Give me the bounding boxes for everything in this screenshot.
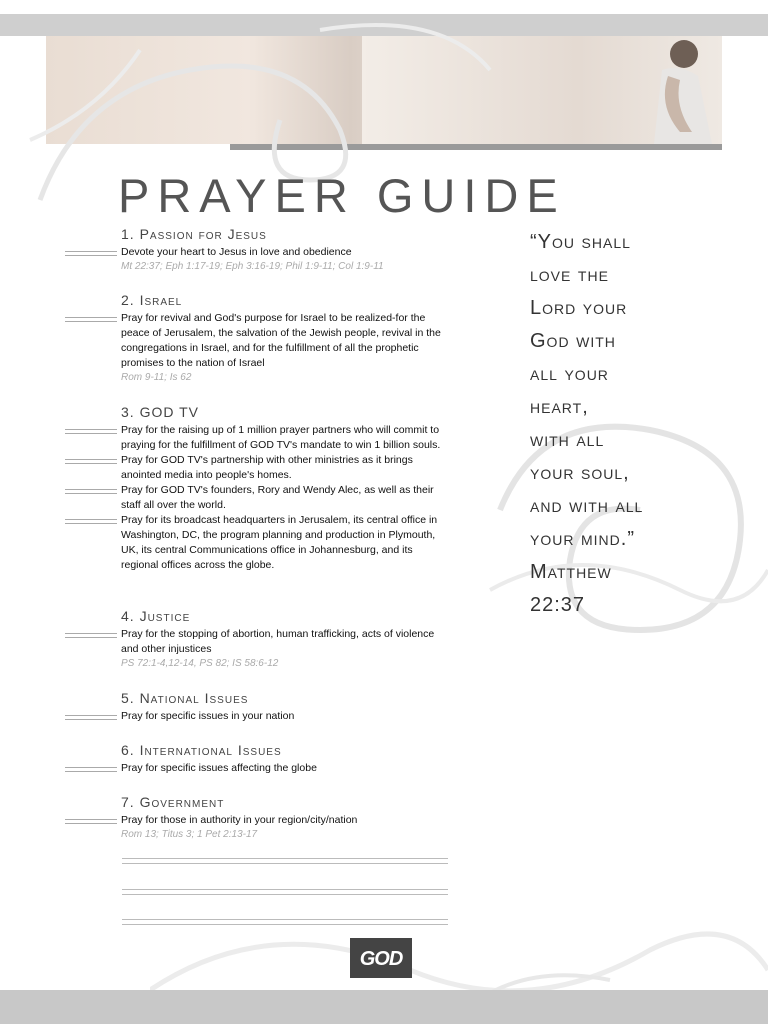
section-god-tv <box>0 404 470 573</box>
scripture-refs: Mt 22:37; Eph 1:17-19; Eph 3:16-19; Phil 1:9-11; Col 1:9-11 <box>121 261 384 272</box>
god-tv-logo <box>350 938 412 978</box>
prayer-item: Pray for revival and God's purpose for Israel to be realized-for the peace of Jerusalem, the salvation of the Jewish people, revival in the congregations in Israel, and for the fulfillment of all the prophetic promises to the nation of Israel <box>121 311 451 371</box>
section-passion-for-jesus <box>0 226 470 274</box>
scripture-quote <box>530 226 750 622</box>
prayer-item: Pray for its broadcast headquarters in Jerusalem, its central office in Washington, DC, the program planning and production in Plymouth, UK, its central Communications office in Johannesburg, and its regional offices across the globe. <box>121 513 451 573</box>
bullet-dash <box>65 519 117 524</box>
section-national-issues <box>0 690 470 724</box>
bullet-dash <box>65 633 117 638</box>
section-government <box>0 794 470 842</box>
bullet-dash <box>65 715 117 720</box>
blank-line <box>122 889 448 895</box>
section-heading: 3. GOD TV <box>121 404 199 420</box>
quote-line: your mind.” <box>530 528 635 550</box>
section-heading: 2. Israel <box>121 292 183 308</box>
bullet-dash <box>65 459 117 464</box>
prayer-item: Pray for those in authority in your region/city/nation <box>121 813 470 828</box>
section-heading: 7. Government <box>121 794 225 810</box>
quote-line: and with all <box>530 495 644 517</box>
prayer-item: Pray for GOD TV's partnership with other ministries as it brings anointed media into people's homes. <box>121 453 451 483</box>
section-justice <box>0 608 470 671</box>
prayer-item: Pray for the raising up of 1 million prayer partners who will commit to praying for the fulfillment of GOD TV's mandate to win 1 billion souls. <box>121 423 451 453</box>
quote-citation-verse: 22:37 <box>530 594 586 616</box>
section-heading: 1. Passion for Jesus <box>121 226 267 242</box>
bullet-dash <box>65 429 117 434</box>
blank-line <box>122 858 448 864</box>
scripture-refs: PS 72:1-4,12-14, PS 82; IS 58:6-12 <box>121 658 279 669</box>
prayer-item: Pray for specific issues affecting the globe <box>121 761 470 776</box>
prayer-item: Pray for GOD TV's founders, Rory and Wendy Alec, as well as their staff all over the world. <box>121 483 451 513</box>
quote-line: all your <box>530 363 609 385</box>
bullet-dash <box>65 489 117 494</box>
prayer-item: Devote your heart to Jesus in love and obedience <box>121 245 470 260</box>
bullet-dash <box>65 251 117 256</box>
quote-citation: Matthew <box>530 561 612 583</box>
page-title: PRAYER GUIDE <box>118 169 566 222</box>
quote-line: with all <box>530 429 605 451</box>
logo-text: GOD <box>359 948 403 970</box>
quote-line: love the <box>530 264 609 286</box>
section-heading: 4. Justice <box>121 608 191 624</box>
bullet-dash <box>65 317 117 322</box>
scripture-refs: Rom 9-11; Is 62 <box>121 372 192 383</box>
prayer-item: Pray for specific issues in your nation <box>121 709 470 724</box>
section-heading: 6. International Issues <box>121 742 282 758</box>
scripture-refs: Rom 13; Titus 3; 1 Pet 2:13-17 <box>121 829 258 840</box>
quote-line: God with <box>530 330 616 352</box>
bullet-dash <box>65 767 117 772</box>
section-heading: 5. National Issues <box>121 690 249 706</box>
section-international-issues <box>0 742 470 776</box>
quote-line: “You shall <box>530 231 631 253</box>
quote-line: heart, <box>530 396 589 418</box>
section-israel <box>0 292 470 385</box>
bullet-dash <box>65 819 117 824</box>
quote-line: your soul, <box>530 462 630 484</box>
blank-line <box>122 919 448 925</box>
bottom-bar <box>0 990 768 1024</box>
quote-line: Lord your <box>530 297 628 319</box>
prayer-item: Pray for the stopping of abortion, human trafficking, acts of violence and other injustices <box>121 627 441 657</box>
